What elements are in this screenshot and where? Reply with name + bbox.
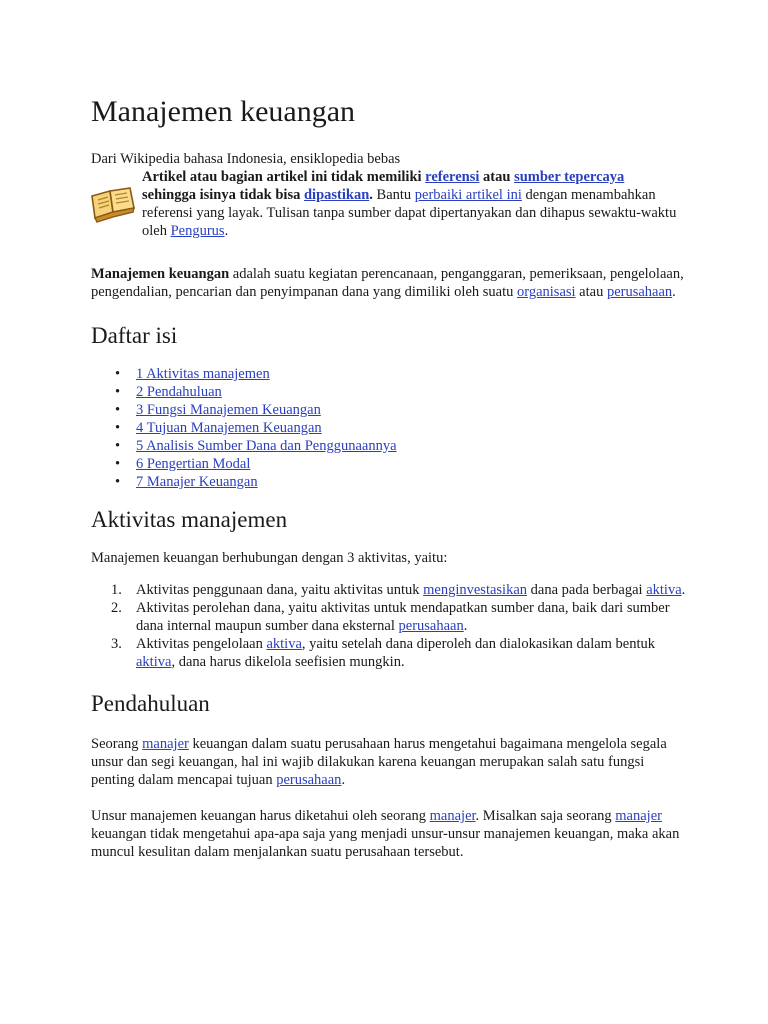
aktivitas-item-number: 2. [111, 600, 122, 616]
toc-link-6[interactable]: 6 Pengertian Modal [136, 456, 251, 472]
menginvestasikan-link[interactable]: menginvestasikan [423, 582, 528, 598]
aktivitas-item-number: 3. [111, 636, 122, 652]
toc-bullet: • [115, 474, 121, 490]
toc-bullet: • [115, 438, 121, 454]
toc-item [91, 365, 691, 383]
pendahuluan-text: keuangan tidak mengetahui apa-apa saja yang menjadi unsur-unsur manajemen keuangan, maka akan muncul kesulitan dalam menjalankan suatu perusahaan tersebut. [91, 826, 680, 860]
aktivitas-item-text: dana pada berbagai [527, 582, 647, 598]
notice-text [142, 168, 687, 240]
aktivitas-item-text: . [463, 618, 468, 634]
aktivitas-item-text: Aktivitas penggunaan dana, yaitu aktivitas untuk [136, 582, 424, 598]
sumber-tepercaya-link[interactable]: sumber tepercaya [514, 169, 625, 185]
aktivitas-list [91, 581, 691, 671]
aktiva-link[interactable]: aktiva [136, 654, 172, 670]
perusahaan-link[interactable]: perusahaan [606, 284, 673, 300]
aktivitas-item-text: Aktivitas pengelolaan [136, 636, 267, 652]
toc-item [91, 419, 691, 437]
pendahuluan-text: Seorang [91, 736, 143, 752]
intro-paragraph [91, 265, 691, 301]
pendahuluan-paragraph-2 [91, 807, 691, 861]
toc-bullet: • [115, 402, 121, 418]
unreferenced-notice [91, 168, 691, 238]
toc-bullet: • [115, 420, 121, 436]
manajer-link[interactable]: manajer [615, 808, 662, 824]
toc-bullet: • [115, 366, 121, 382]
pendahuluan-text: . [341, 772, 346, 788]
perusahaan-link[interactable]: perusahaan [398, 618, 464, 634]
page-title: Manajemen keuangan [91, 95, 356, 128]
toc-heading: Daftar isi [91, 323, 178, 348]
article-content [91, 92, 691, 861]
toc-item [91, 437, 691, 455]
aktivitas-intro: Manajemen keuangan berhubungan dengan 3 aktivitas, yaitu: [91, 550, 448, 566]
aktivitas-item-text: , dana harus dikelola seefisien mungkin. [171, 654, 405, 670]
notice-text-1: Artikel atau bagian artikel ini tidak memiliki [142, 169, 426, 185]
manajer-link[interactable]: manajer [142, 736, 189, 752]
perusahaan-link[interactable]: perusahaan [276, 772, 342, 788]
dipastikan-link[interactable]: dipastikan [303, 187, 370, 203]
referensi-link[interactable]: referensi [425, 169, 480, 185]
toc-link-2[interactable]: 2 Pendahuluan [136, 384, 222, 400]
aktiva-link[interactable]: aktiva [266, 636, 302, 652]
notice-text-5: Bantu [372, 187, 415, 203]
from-wikipedia-text: Dari Wikipedia bahasa Indonesia, ensiklopedia bebas [91, 151, 401, 167]
aktivitas-item [91, 599, 691, 635]
notice-text-4: . [369, 187, 373, 203]
toc-item [91, 473, 691, 491]
pendahuluan-text: keuangan dalam suatu perusahaan harus mengetahui bagaimana mengelola segala unsur dan segi keuangan, hal ini wajib dilakukan karena keuangan merupakan salah satu fungsi penting dalam mencapai tujuan [91, 736, 667, 788]
toc-bullet: • [115, 456, 121, 472]
intro-text-2: atau [575, 284, 607, 300]
pendahuluan-heading: Pendahuluan [91, 691, 210, 716]
notice-text-6: dengan menambahkan referensi yang layak. Tulisan tanpa sumber dapat dipertanyakan dan dihapus sewaktu-waktu oleh [142, 187, 677, 239]
aktivitas-item-text: , yaitu setelah dana diperoleh dan dialokasikan dalam bentuk [301, 636, 656, 652]
organisasi-link[interactable]: organisasi [517, 284, 576, 300]
toc-link-1[interactable]: 1 Aktivitas manajemen [136, 366, 270, 382]
pengurus-link[interactable]: Pengurus [170, 223, 225, 239]
perbaiki-artikel-link[interactable]: perbaiki artikel ini [414, 187, 522, 203]
intro-text-1: adalah suatu kegiatan perencanaan, penganggaran, pemeriksaan, pengelolaan, pengendalian, pencarian dan penyimpanan dana yang dimiliki oleh suatu [91, 266, 684, 300]
notice-text-7: . [224, 223, 229, 239]
aktivitas-item-text: Aktivitas perolehan dana, yaitu aktivitas untuk mendapatkan sumber dana, baik dari sumber dana internal maupun sumber dana eksternal [136, 600, 670, 634]
aktivitas-item [91, 581, 691, 599]
toc-bullet: • [115, 384, 121, 400]
intro-text-3: . [672, 284, 676, 300]
toc-link-5[interactable]: 5 Analisis Sumber Dana dan Penggunaannya [136, 438, 397, 454]
aktivitas-heading: Aktivitas manajemen [91, 507, 288, 532]
toc-list [91, 365, 691, 491]
toc-link-4[interactable]: 4 Tujuan Manajemen Keuangan [136, 420, 322, 436]
pendahuluan-paragraph-1 [91, 735, 691, 789]
toc-link-7[interactable]: 7 Manajer Keuangan [136, 474, 258, 490]
toc-item [91, 383, 691, 401]
manajer-link[interactable]: manajer [429, 808, 476, 824]
aktivitas-item-text: . [681, 582, 686, 598]
aktivitas-item-number: 1. [111, 582, 122, 598]
notice-text-2: atau [479, 169, 515, 185]
notice-text-3: sehingga isinya tidak bisa [142, 187, 304, 203]
toc-link-3[interactable]: 3 Fungsi Manajemen Keuangan [136, 402, 321, 418]
pendahuluan-text: . Misalkan saja seorang [475, 808, 616, 824]
book-icon [88, 182, 138, 224]
pendahuluan-text: Unsur manajemen keuangan harus diketahui oleh seorang [91, 808, 430, 824]
intro-bold-term: Manajemen keuangan [91, 266, 230, 282]
toc-item [91, 455, 691, 473]
aktivitas-item [91, 635, 691, 671]
toc-item [91, 401, 691, 419]
aktiva-link[interactable]: aktiva [646, 582, 682, 598]
